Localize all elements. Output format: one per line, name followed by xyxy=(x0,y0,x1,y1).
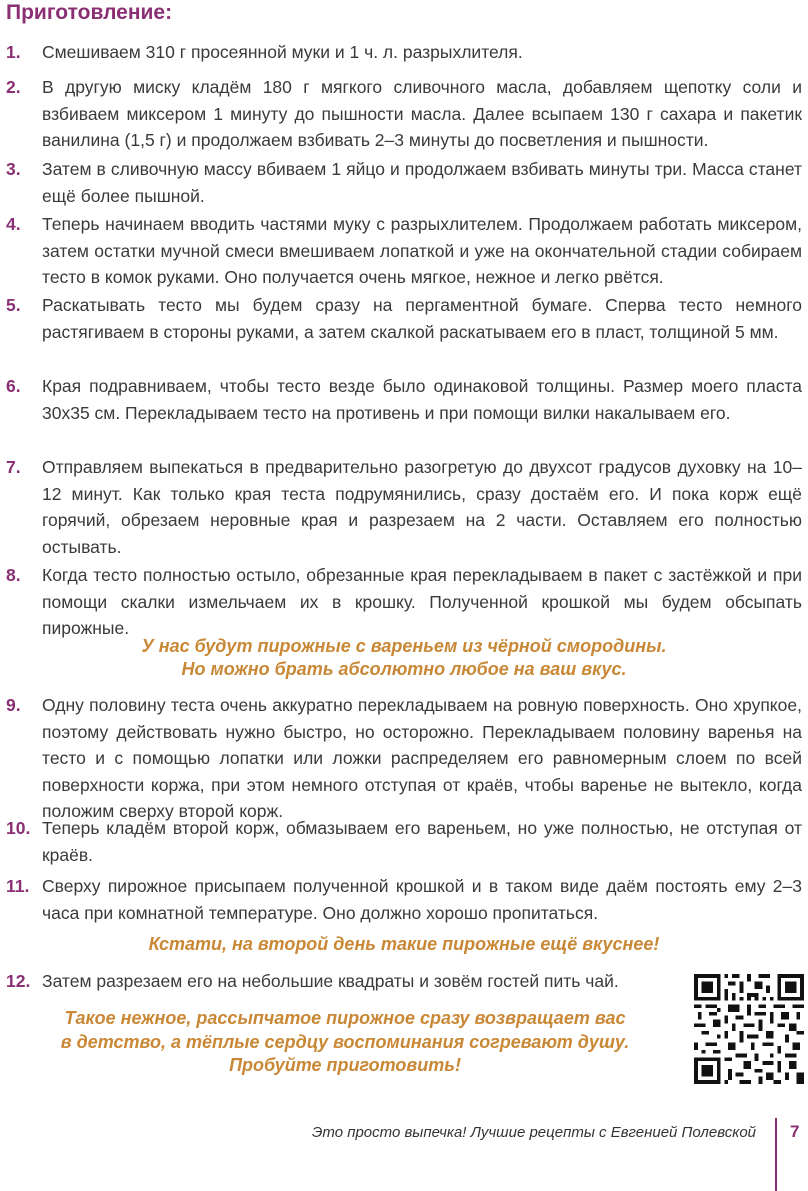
step-text: Отправляем выпекаться в предварительно разогретую до двухсот градусов духовку на 10–12 минут. Как только края теста подрумянились, сразу достаём его. И пока корж ещё горячий, обрезаем неровные края и разрезаем на 2 части. Оставляем его полностью остывать. xyxy=(42,457,802,557)
step-item xyxy=(6,156,802,209)
step-number: 2. xyxy=(6,77,21,97)
step-text: Раскатывать тесто мы будем сразу на пергаментной бумаге. Сперва тесто немного растягиваем в стороны руками, а затем скалкой раскатываем его в пласт, толщиной 5 мм. xyxy=(42,295,802,342)
section-heading: Приготовление: xyxy=(6,1,173,24)
step-item xyxy=(6,815,802,868)
step-text: Одну половину теста очень аккуратно перекладываем на ровную поверхность. Оно хрупкое, поэтому действовать нужно быстро, но осторожно. Перекладываем половину варенья на тесто и с помощью лопатки или ложки распределяем его равномерным слоем по всей поверхности коржа, при этом немного отступая от краёв, чтобы варенье не вытекло, когда положим сверху второй корж. xyxy=(42,695,802,822)
step-number: 9. xyxy=(6,695,21,715)
jam-note-line-2: Но можно брать абсолютно любое на ваш вкус. xyxy=(181,659,627,679)
step-text: Теперь кладём второй корж, обмазываем его вареньем, но уже полностью, не отступая от краёв. xyxy=(42,818,802,865)
final-note-line-1: Такое нежное, рассыпчатое пирожное сразу возвращает вас xyxy=(64,1008,626,1028)
step-number: 5. xyxy=(6,295,21,315)
book-title-footer: Это просто выпечка! Лучшие рецепты с Евгенией Полевской xyxy=(311,1124,756,1141)
next-day-note: Кстати, на второй день такие пирожные ещё вкуснее! xyxy=(148,934,660,954)
step-item xyxy=(6,562,802,642)
step-item xyxy=(6,454,802,560)
step-text: Смешиваем 310 г просеянной муки и 1 ч. л. разрыхлителя. xyxy=(42,42,523,62)
final-note-line-3: Пробуйте приготовить! xyxy=(229,1055,461,1075)
step-number: 4. xyxy=(6,214,21,234)
step-item xyxy=(6,873,802,926)
step-number: 1. xyxy=(6,42,21,62)
page-number: 7 xyxy=(790,1122,800,1141)
step-text: В другую миску кладём 180 г мягкого сливочного масла, добавляем щепотку соли и взбиваем миксером 1 минуту до пышности масла. Далее всыпаем 130 г сахара и пакетик ванилина (1,5 г) и продолжаем взбивать 2–3 минуты до посветления и пышности. xyxy=(42,77,802,151)
step-text: Теперь начинаем вводить частями муку с разрыхлителем. Продолжаем работать миксером, затем остатки мучной смеси вмешиваем лопаткой и уже на окончательной стадии собираем тесто в комок руками. Оно получается очень мягкое, нежное и легко рвётся. xyxy=(42,214,802,288)
step-item xyxy=(6,211,802,291)
step-text: Затем разрезаем его на небольшие квадраты и зовём гостей пить чай. xyxy=(42,971,619,991)
step-number: 3. xyxy=(6,159,21,179)
step-item xyxy=(6,292,802,345)
footer-divider xyxy=(775,1118,777,1191)
step-item xyxy=(6,373,802,426)
step-number: 6. xyxy=(6,376,21,396)
step-item xyxy=(6,968,672,995)
qr-code xyxy=(694,974,804,1084)
jam-note-line-1: У нас будут пирожные с вареньем из чёрной смородины. xyxy=(141,636,667,656)
final-note-line-2: в детство, а тёплые сердцу воспоминания согревают душу. xyxy=(60,1032,630,1052)
step-number: 10. xyxy=(6,818,31,838)
step-number: 8. xyxy=(6,565,21,585)
step-text: Края подравниваем, чтобы тесто везде было одинаковой толщины. Размер моего пласта 30x35 см. Перекладываем тесто на противень и при помощи вилки накалываем его. xyxy=(42,376,802,423)
step-item xyxy=(6,692,802,825)
step-text: Когда тесто полностью остыло, обрезанные края перекладываем в пакет с застёжкой и при помощи скалки измельчаем их в крошку. Полученной крошкой мы будем обсыпать пирожные. xyxy=(42,565,802,639)
step-text: Сверху пирожное присыпаем полученной крошкой и в таком виде даём постоять ему 2–3 часа при комнатной температуре. Оно должно хорошо пропитаться. xyxy=(42,876,802,923)
step-number: 12. xyxy=(6,971,31,991)
step-number: 7. xyxy=(6,457,21,477)
step-item xyxy=(6,39,802,66)
step-text: Затем в сливочную массу вбиваем 1 яйцо и продолжаем взбивать минуты три. Масса станет ещё более пышной. xyxy=(42,159,802,206)
step-item xyxy=(6,74,802,154)
step-number: 11. xyxy=(6,876,30,896)
